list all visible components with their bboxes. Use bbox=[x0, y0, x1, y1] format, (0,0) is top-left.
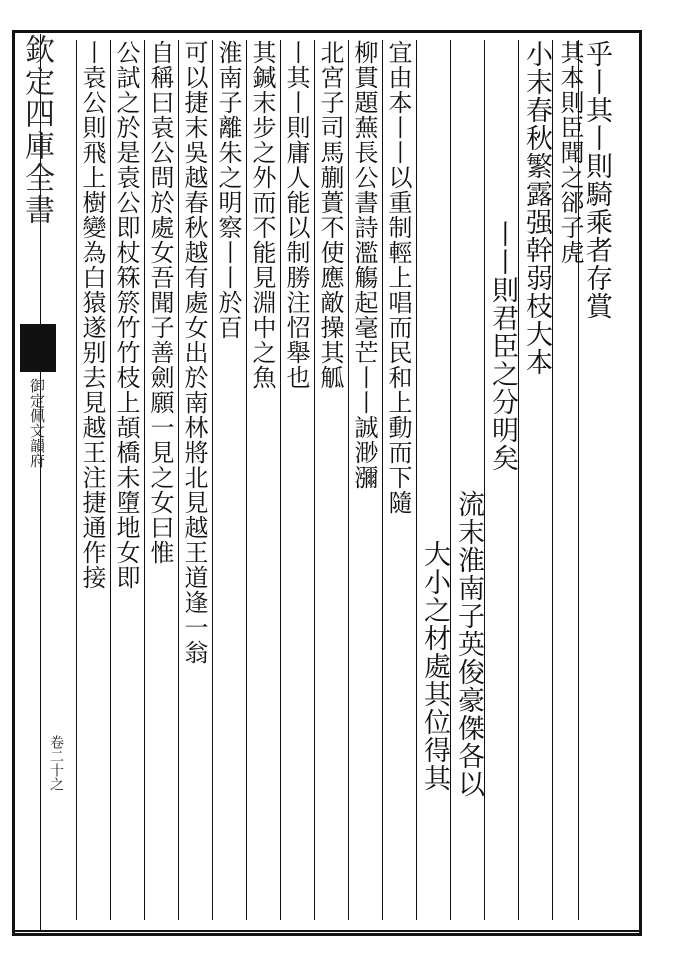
book-subtitle: 御定佩文韻府 bbox=[28, 378, 46, 468]
column-14: 自稱曰袁公問於處女吾聞子善劍願一見之女曰惟 bbox=[144, 40, 185, 920]
column-9: 北宮子司馬蒯蕢不使應敵操其觚 bbox=[314, 40, 355, 920]
column-7: 宜由本丨丨以重制輕上唱而民和上動而下隨 bbox=[382, 40, 423, 920]
fish-tail-mark bbox=[20, 324, 56, 372]
column-11: 其鍼末步之外而不能見淵中之魚 bbox=[246, 40, 287, 920]
column-10: 丨其丨則庸人能以制勝注怊舉也 bbox=[280, 40, 321, 920]
column-4: 丨丨則君臣之分明矣 bbox=[484, 40, 525, 920]
bottom-rule bbox=[12, 930, 642, 932]
column-2: 其本則臣聞之郤子虎 bbox=[552, 40, 593, 920]
page-number: 卷二十之 bbox=[48, 735, 64, 791]
column-15: 公試之於是袁公即杖箖箊竹竹枝上頡橋未墮地女即 bbox=[110, 40, 151, 920]
column-3: 小末春秋繁露强幹弱枝大本 bbox=[518, 40, 559, 920]
text-columns bbox=[68, 40, 618, 920]
column-16: 丨袁公則飛上樹變為白猿遂别去見越王注捷通作接 bbox=[76, 40, 117, 920]
column-1: 乎丨其丨則騎乘者存賞 bbox=[578, 40, 619, 920]
column-12: 淮南子離朱之明察丨丨於百 bbox=[212, 40, 253, 920]
column-8: 柳貫題蕪長公書詩濫觴起毫芒丨丨誠渺瀰 bbox=[348, 40, 389, 920]
book-title: 欽定四庫全書 bbox=[19, 34, 54, 226]
column-6: 大小之材處其位得其 bbox=[416, 40, 457, 920]
column-5: 流末淮南子英俊豪傑各以 bbox=[450, 40, 491, 920]
column-13: 可以捷末吳越春秋越有處女出於南林將北見越王道逢一翁 bbox=[178, 40, 219, 920]
